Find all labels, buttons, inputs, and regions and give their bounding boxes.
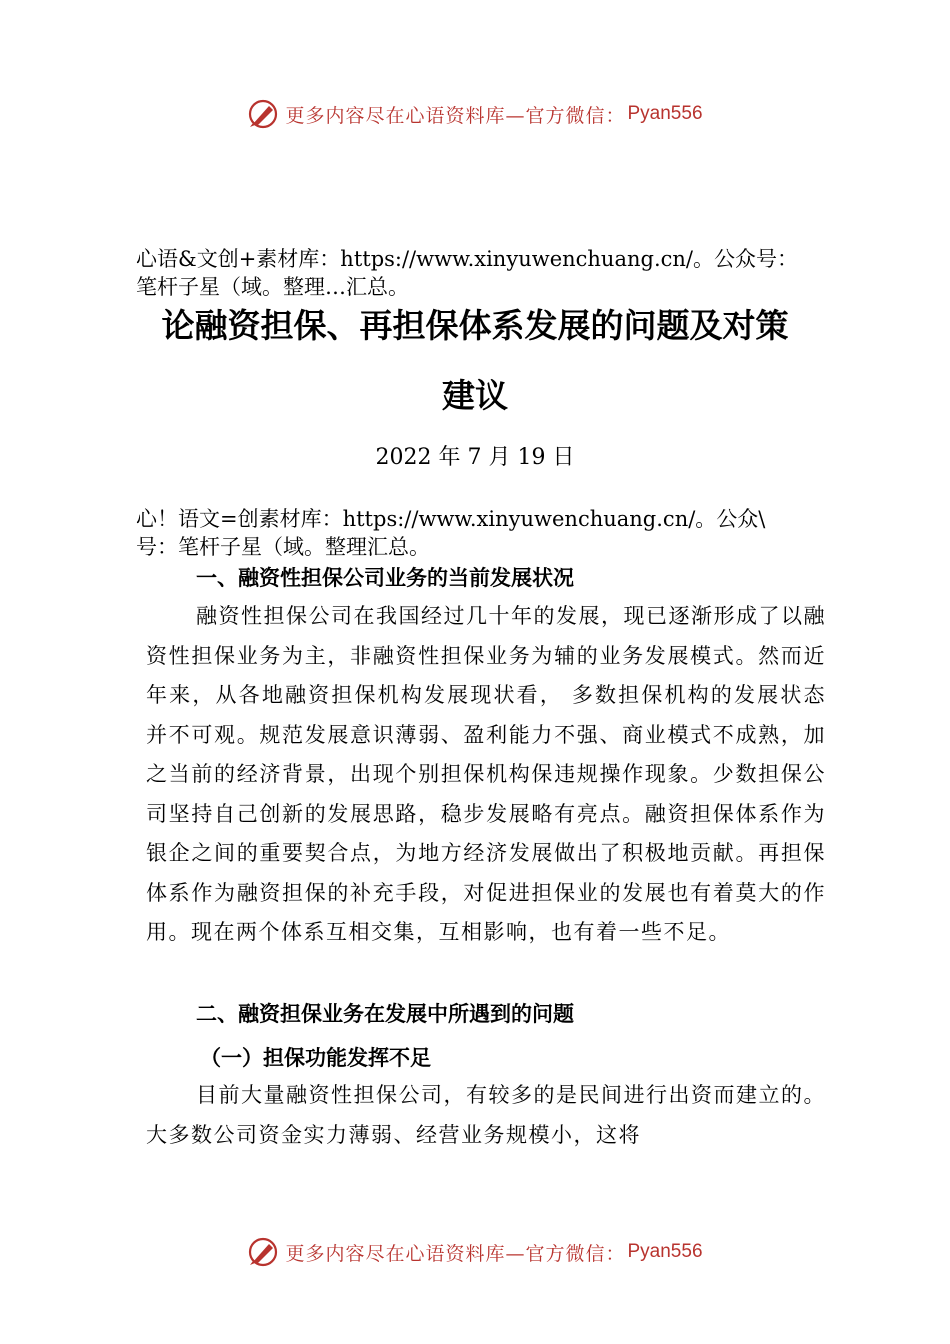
source-note-line: 号：笔杆子星（域。整理汇总。 (136, 535, 430, 559)
body-paragraph: 融资性担保公司在我国经过几十年的发展，现已逐渐形成了以融资性担保业务为主，非融资性担保业务为辅的业务发展模式。然而近年来，从各地融资担保机构发展现状看， 多数担保机构的发展状态并不可观。规范发展意识薄弱、盈利能力不强、商业模式不成熟，加之当前的经济背景，出现个别担保机构保违规操作现象。少数担保公司坚持自己创新的发展思路，稳步发展略有亮点。融资担保体系作为银企之间的重要契合点，为地方经济发展做出了积极地贡献。再担保体系作为融资担保的补充手段，对促进担保业的发展也有着莫大的作用。现在两个体系互相交集，互相影响，也有着一些不足。 (146, 604, 826, 944)
pen-logo-icon (247, 1236, 279, 1268)
document-title-line2: 建议 (442, 376, 508, 415)
section-heading: 二、融资担保业务在发展中所遇到的问题 (196, 1002, 574, 1026)
section-heading: 一、融资性担保公司业务的当前发展状况 (196, 566, 574, 590)
document-date: 2022 年 7 月 19 日 (375, 445, 575, 470)
banner-wechat-id: Pyan556 (627, 1241, 703, 1262)
document-title-line1: 论融资担保、再担保体系发展的问题及对策 (161, 306, 789, 345)
footer-banner (0, 1232, 950, 1272)
subsection-heading: （一）担保功能发挥不足 (200, 1045, 431, 1070)
source-note-line: 笔杆子星（域。整理…汇总。 (136, 275, 409, 299)
pen-logo-icon (247, 98, 279, 130)
banner-text: 更多内容尽在心语资料库—官方微信： (285, 104, 626, 127)
source-note-line: 心！语文=创素材库：https://www.xinyuwenchuang.cn/。公众\ (136, 507, 766, 531)
body-paragraph: 目前大量融资性担保公司，有较多的是民间进行出资而建立的。大多数公司资金实力薄弱、经营业务规模小，这将 (146, 1083, 826, 1147)
banner-wechat-id: Pyan556 (627, 103, 703, 124)
source-note-line: 心语&文创+素材库：https://www.xinyuwenchuang.cn/。公众号： (136, 247, 798, 271)
header-banner (0, 94, 950, 134)
banner-text: 更多内容尽在心语资料库—官方微信： (285, 1242, 626, 1265)
